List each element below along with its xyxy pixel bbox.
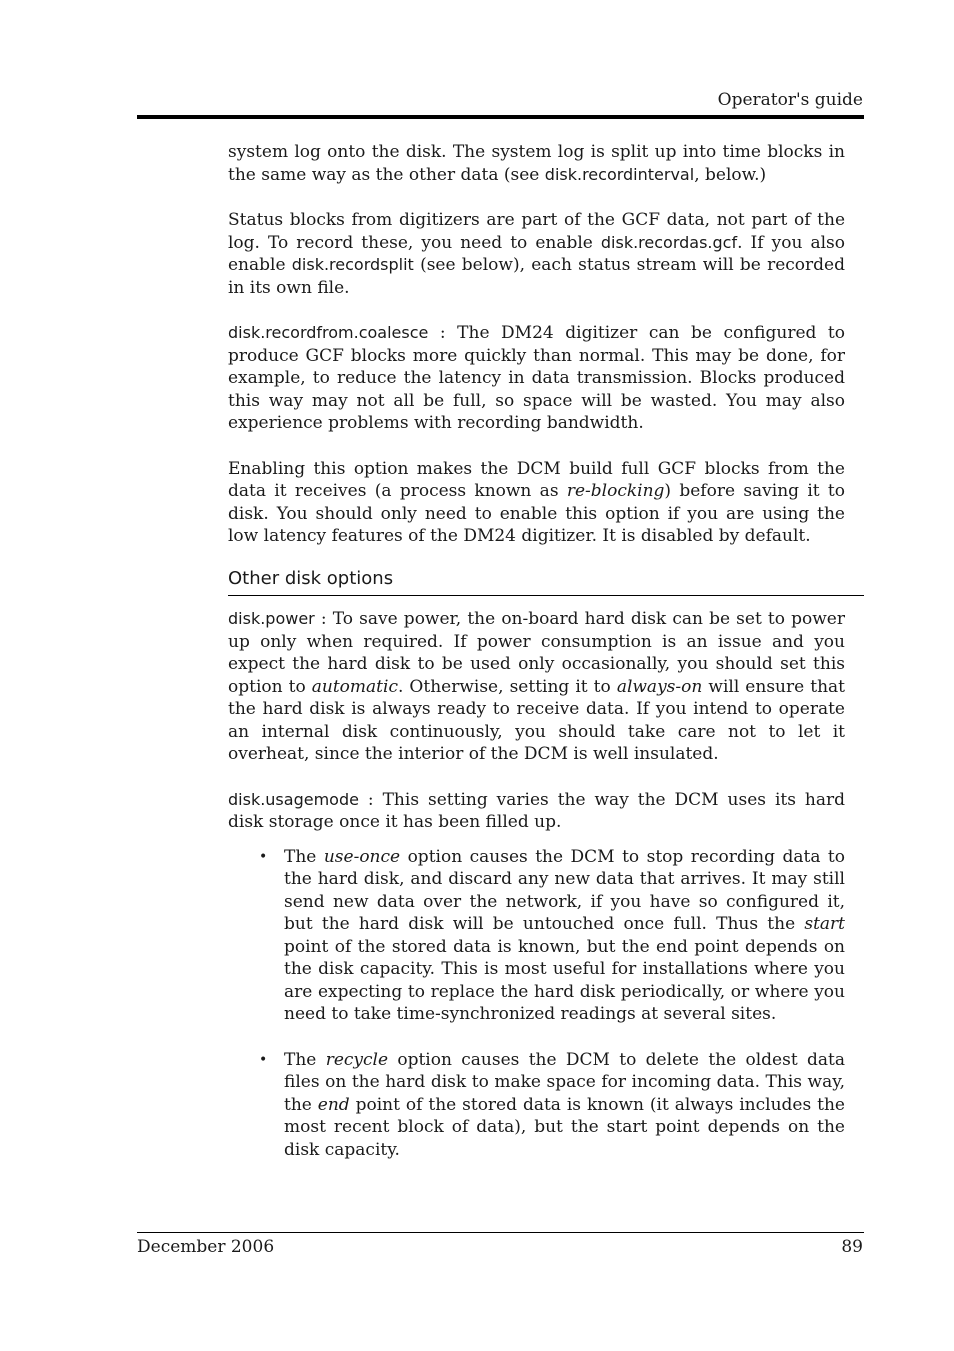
paragraph-reblocking xyxy=(228,458,845,548)
bullet-icon: • xyxy=(259,848,268,865)
paragraph-disk-usagemode xyxy=(228,789,845,834)
list-item-recycle xyxy=(259,1049,845,1162)
keyword-disk-recordsplit: disk.recordsplit xyxy=(291,255,414,274)
text: option causes the DCM to stop recording data to the hard disk, and discard any new data that arrives. It may still send new data over the network, if you have so configured it, but the hard disk will be untouched once full. Thus the xyxy=(284,846,845,934)
text: : The DM24 digitizer can be configured to produce GCF blocks more quickly than normal. This may be done, for example, to reduce the latency in data transmission. Blocks produced this way may not all be full, so space will be wasted. You may also experience problems with recording bandwidth. xyxy=(228,323,845,433)
text: : This setting varies the way the DCM uses its hard disk storage once it has been filled up. xyxy=(228,789,845,832)
keyword-disk-usagemode: disk.usagemode xyxy=(228,789,359,809)
emphasis-re-blocking: re-blocking xyxy=(566,481,665,501)
emphasis-start: start xyxy=(804,914,845,934)
text: (see below), each status stream will be recorded in its own file. xyxy=(228,255,845,298)
page-number: 89 xyxy=(841,1237,863,1257)
bullet-icon: • xyxy=(259,1051,268,1068)
keyword-disk-power: disk.power xyxy=(228,609,315,628)
text: The xyxy=(284,846,324,867)
text: point of the stored data is known (it always includes the most recent block of data), but the start point depends on the disk capacity. xyxy=(284,1094,845,1160)
emphasis-automatic: automatic xyxy=(311,676,398,697)
text: The xyxy=(284,1049,326,1070)
emphasis-recycle: recycle xyxy=(325,1049,389,1070)
text: : To save power, the on-board hard disk can be set to power up only when required. If power consumption is an issue and you expect the hard disk to be used only occasionally, you should set this option to xyxy=(228,609,845,697)
running-header: Operator's guide xyxy=(717,90,863,110)
emphasis-use-once: use-once xyxy=(323,846,401,867)
list-item-use-once xyxy=(259,846,845,1026)
text: , below.) xyxy=(694,164,767,185)
footer-rule xyxy=(137,1232,864,1233)
footer-date: December 2006 xyxy=(137,1237,275,1257)
text: point of the stored data is known, but the end point depends on the disk capacity. This is most useful for installations where you are expecting to replace the hard disk periodically, or where you need to take time-synchronized readings at several sites. xyxy=(284,936,845,1024)
keyword-disk-recordinterval: disk.recordinterval xyxy=(544,164,695,184)
text: . If you also enable xyxy=(228,232,845,275)
page-body xyxy=(228,141,845,1184)
text: system log onto the disk. The system log is split up into time blocks in the same way as the other data (see xyxy=(228,142,845,185)
keyword-disk-recordfrom-coalesce: disk.recordfrom.coalesce xyxy=(228,323,429,342)
paragraph-recordfrom-coalesce xyxy=(228,322,845,435)
emphasis-always-on: always-on xyxy=(616,676,703,697)
keyword-disk-recordas-gcf: disk.recordas.gcf xyxy=(600,232,738,252)
paragraph-status-blocks xyxy=(228,209,845,299)
text: Status blocks from digitizers are part of the GCF data, not part of the log. To record these, you need to enable xyxy=(228,210,845,253)
emphasis-end: end xyxy=(317,1094,350,1115)
text: option causes the DCM to delete the oldest data files on the hard disk to make space for incoming data. This way, the xyxy=(284,1049,845,1115)
text: will ensure that the hard disk is always ready to receive data. If you intend to operate an internal disk continuously, you should take care not to let it overheat, since the interior of the DCM is well insulated. xyxy=(228,676,845,764)
section-heading: Other disk options xyxy=(228,568,864,597)
paragraph-disk-power xyxy=(228,608,845,766)
text: . Otherwise, setting it to xyxy=(397,676,617,697)
paragraph-system-log xyxy=(228,141,845,186)
text: ) before saving it to disk. You should only need to enable this option if you are using the low latency features of the DM24 digitizer. It is disabled by default. xyxy=(228,481,845,546)
header-rule xyxy=(137,115,864,119)
usage-mode-list xyxy=(228,846,845,1162)
text: Enabling this option makes the DCM build full GCF blocks from the data it receives (a process known as xyxy=(228,458,845,501)
